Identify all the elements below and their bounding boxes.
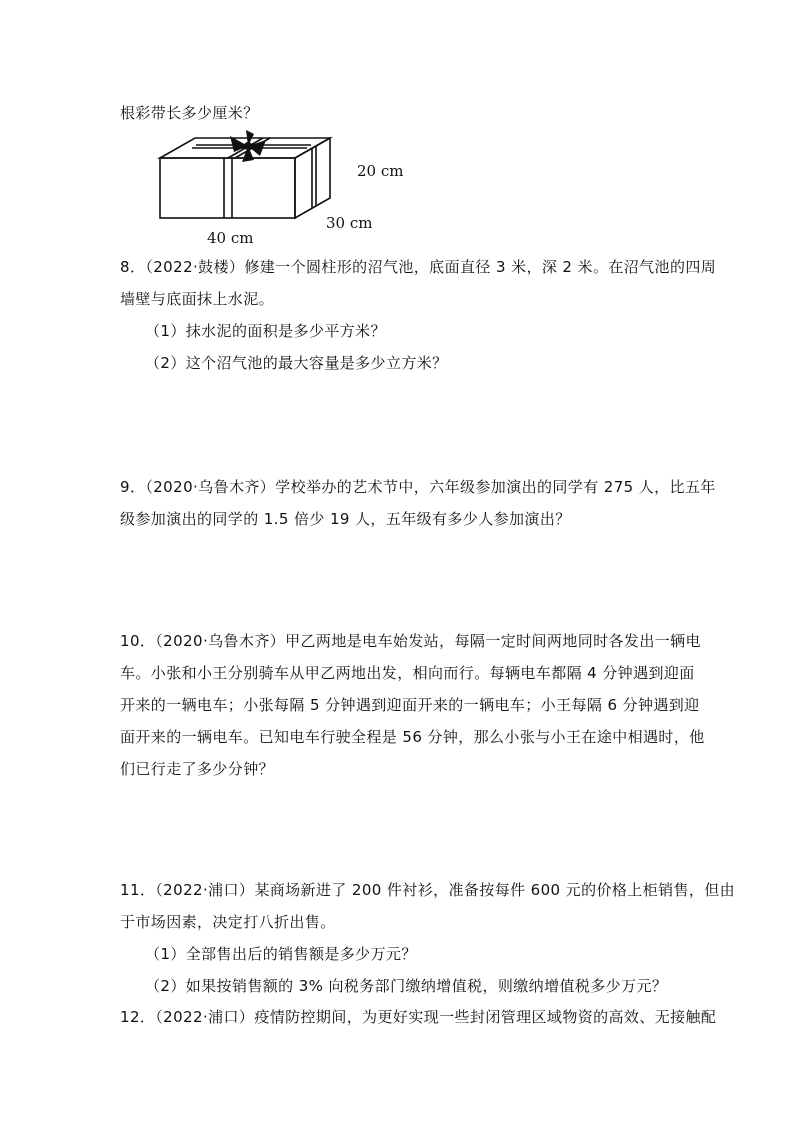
question-12-line-1: 12．（2022·浦口）疫情防控期间，为更好实现一些封闭管理区域物资的高效、无接触配	[120, 1008, 717, 1026]
height-label: 20 cm	[357, 162, 404, 180]
question-10-line-2: 车。小张和小王分别骑车从甲乙两地出发，相向而行。每辆电车都隔 4 分钟遇到迎面	[120, 664, 695, 682]
question-9-line-2: 级参加演出的同学的 1.5 倍少 19 人，五年级有多少人参加演出？	[120, 510, 571, 528]
question-8-part-1: （1）抹水泥的面积是多少平方米？	[145, 322, 386, 340]
question-10-line-4: 面开来的一辆电车。已知电车行驶全程是 56 分钟，那么小张与小王在途中相遇时，他	[120, 728, 705, 746]
width-label: 30 cm	[326, 214, 373, 232]
question-8-line-2: 墙壁与底面抹上水泥。	[120, 290, 275, 308]
length-label: 40 cm	[207, 229, 254, 247]
question-11-line-2: 于市场因素，决定打八折出售。	[120, 913, 336, 931]
question-7-tail: 根彩带长多少厘米？	[120, 104, 259, 122]
gift-box-figure	[150, 128, 420, 250]
question-11-line-1: 11．（2022·浦口）某商场新进了 200 件衬衫，准备按每件 600 元的价格上柜销售，但由	[120, 881, 736, 899]
question-9-line-1: 9．（2020·乌鲁木齐）学校举办的艺术节中，六年级参加演出的同学有 275 人，比五年	[120, 478, 716, 496]
question-8-part-2: （2）这个沼气池的最大容量是多少立方米？	[145, 354, 448, 372]
question-10-line-1: 10．（2020·乌鲁木齐）甲乙两地是电车始发站，每隔一定时间两地同时各发出一辆电	[120, 632, 701, 650]
question-11-part-2: （2）如果按销售额的 3% 向税务部门缴纳增值税，则缴纳增值税多少万元？	[145, 977, 668, 995]
question-11-part-1: （1）全部售出后的销售额是多少万元？	[145, 945, 417, 963]
question-8-line-1: 8．（2022·鼓楼）修建一个圆柱形的沼气池，底面直径 3 米，深 2 米。在沼气池的四周	[120, 258, 717, 276]
question-10-line-5: 们已行走了多少分钟？	[120, 760, 275, 778]
question-10-line-3: 开来的一辆电车；小张每隔 5 分钟遇到迎面开来的一辆电车；小王每隔 6 分钟遇到迎	[120, 696, 700, 714]
